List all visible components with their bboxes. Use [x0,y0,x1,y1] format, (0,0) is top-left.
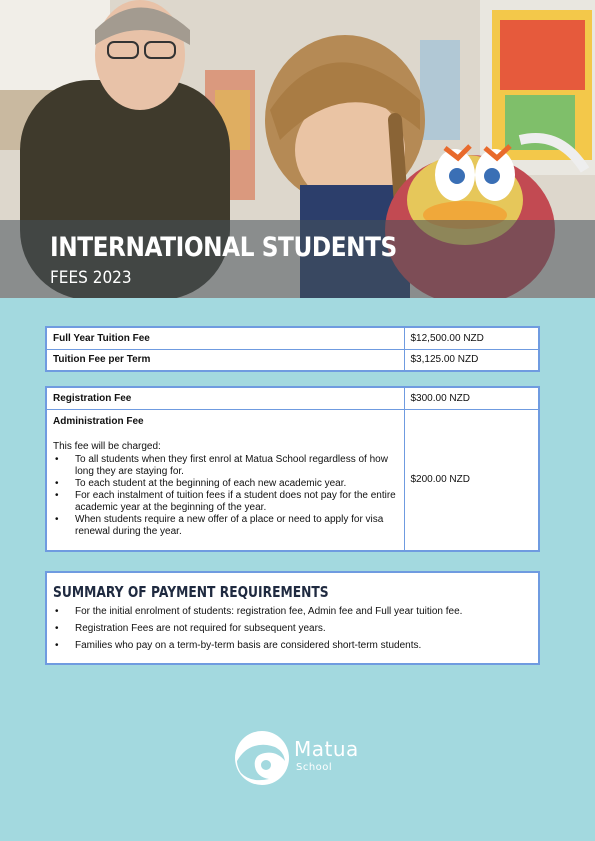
list-item: • To all students when they first enrol at Matua School regardless of how long they are staying for. [53,454,398,478]
fee-value: $3,125.00 NZD [404,349,539,371]
summary-title: SUMMARY OF PAYMENT REQUIREMENTS [53,583,329,601]
school-logo [233,729,368,787]
wave-icon [233,729,291,787]
fee-value: $200.00 NZD [404,409,539,551]
list-item: • For each instalment of tuition fees if a student does not pay for the entire academic year at the beginning of the year. [53,490,398,514]
fee-value: $12,500.00 NZD [404,327,539,349]
list-item: • To each student at the beginning of each new academic year. [53,478,398,490]
list-item: • Families who pay on a term-by-term basis are considered short-term students. [53,640,532,652]
admin-fee-intro: This fee will be charged: [53,440,161,452]
fee-label: Administration Fee [53,415,144,427]
table-row [46,327,539,349]
fee-label: Registration Fee [46,387,404,409]
admin-fee-conditions [53,454,398,538]
table-row [46,349,539,371]
logo-subtitle: School [296,762,333,773]
fee-value: $300.00 NZD [404,387,539,409]
summary-list [53,606,532,652]
admin-fee-table [45,386,540,552]
payment-summary [45,571,540,665]
admin-fee-details [46,409,404,551]
list-item: • For the initial enrolment of students: registration fee, Admin fee and Full year tuition fee. [53,606,532,618]
list-item: • When students require a new offer of a place or need to apply for visa renewal during the year. [53,514,398,538]
page-title: INTERNATIONAL STUDENTS [50,232,397,263]
list-item: • Registration Fees are not required for subsequent years. [53,623,532,635]
fee-label: Tuition Fee per Term [46,349,404,371]
hero-photo [0,0,595,298]
page-subtitle: FEES 2023 [50,268,132,288]
table-row [46,387,539,409]
table-row [46,409,539,551]
fee-label: Full Year Tuition Fee [46,327,404,349]
logo-name: Matua [294,737,359,761]
tuition-fee-table [45,326,540,372]
